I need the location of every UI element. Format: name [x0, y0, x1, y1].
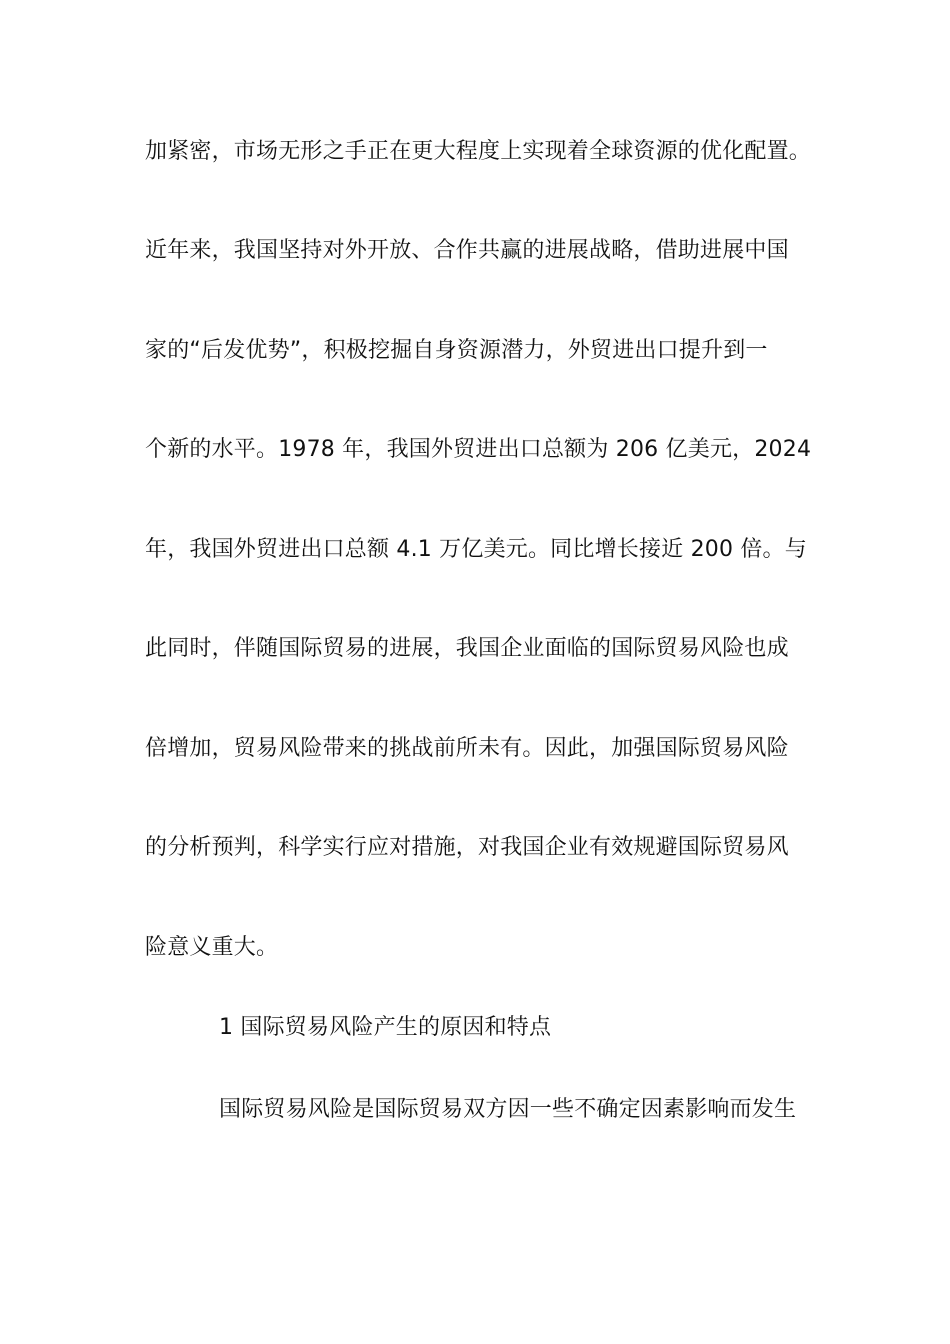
body-text-line-5: 年，我国外贸进出口总额 4.1 万亿美元。同比增长接近 200 倍。与	[145, 537, 807, 562]
body-text-line-1: 加紧密，市场无形之手正在更大程度上实现着全球资源的优化配置。	[145, 139, 812, 164]
body-text-line-2: 近年来，我国坚持对外开放、合作共赢的进展战略，借助进展中国	[145, 238, 789, 263]
body-text-line-9: 险意义重大。	[145, 935, 279, 960]
body-text-line-3: 家的“后发优势”，积极挖掘自身资源潜力，外贸进出口提升到一	[145, 338, 768, 363]
body-text-line-6: 此同时，伴随国际贸易的进展，我国企业面临的国际贸易风险也成	[145, 636, 789, 661]
body-text-line-4: 个新的水平。1978 年，我国外贸进出口总额为 206 亿美元，2024	[145, 437, 812, 462]
section-paragraph-line-1: 国际贸易风险是国际贸易双方因一些不确定因素影响而发生	[219, 1097, 797, 1122]
body-text-line-8: 的分析预判，科学实行应对措施，对我国企业有效规避国际贸易风	[145, 835, 789, 860]
section-heading: 1 国际贸易风险产生的原因和特点	[219, 1015, 552, 1040]
body-text-line-7: 倍增加，贸易风险带来的挑战前所未有。因此，加强国际贸易风险	[145, 736, 789, 761]
